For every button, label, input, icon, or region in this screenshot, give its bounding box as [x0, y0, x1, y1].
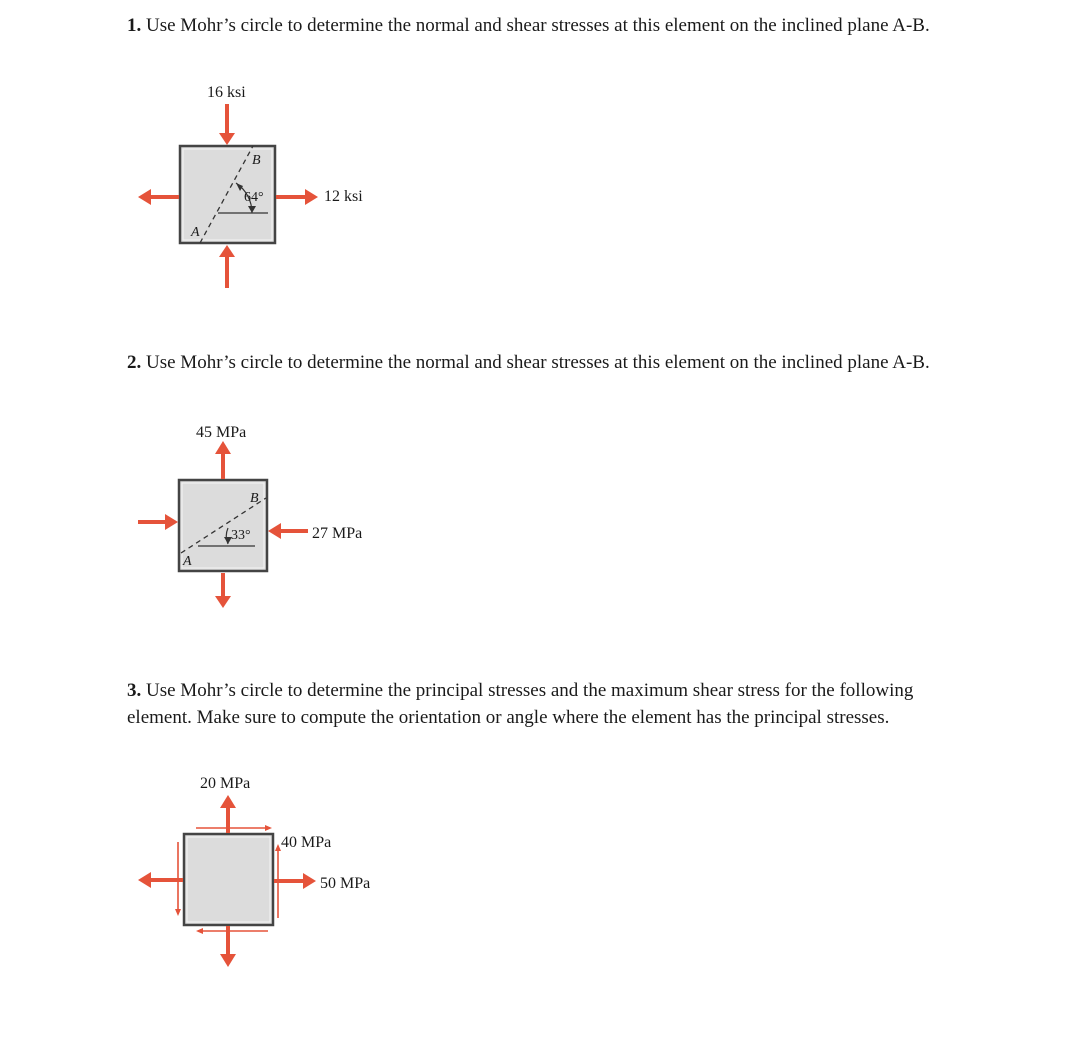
problem-1-text: Use Mohr’s circle to determine the normal and shear stresses at this element on the inclined plane A-B.: [146, 15, 930, 36]
point-b-label-2: B: [250, 491, 259, 506]
problem-3-number: 3.: [127, 680, 142, 701]
shear-load-label-3: 40 MPa: [281, 834, 332, 851]
horizontal-load-label-3: 50 MPa: [320, 875, 371, 892]
problem-1-number: 1.: [127, 15, 142, 36]
problem-3-text: Use Mohr’s circle to determine the principal stresses and the maximum shear stress for the following element. Make sure to compute the orientation or angle where the element has the principal stresses.: [127, 680, 914, 728]
problem-2-text: Use Mohr’s circle to determine the normal and shear stresses at this element on the inclined plane A-B.: [146, 352, 930, 373]
vertical-load-label-1: 16 ksi: [207, 84, 246, 101]
vertical-load-label-3: 20 MPa: [200, 775, 251, 792]
point-a-label-2: A: [183, 554, 192, 569]
problem-2-number: 2.: [127, 352, 142, 373]
point-b-label-1: B: [252, 153, 261, 168]
vertical-load-label-2: 45 MPa: [196, 424, 247, 441]
angle-label-2: 33°: [231, 528, 251, 543]
left-arrowhead: [138, 872, 151, 888]
right-arrowhead: [303, 873, 316, 889]
top-arrowhead: [220, 795, 236, 808]
point-a-label-1: A: [191, 225, 200, 240]
stress-element-3: [184, 834, 273, 925]
horizontal-load-label-2: 27 MPa: [312, 525, 363, 542]
bottom-arrowhead: [220, 954, 236, 967]
angle-label-1: 64°: [244, 190, 264, 205]
horizontal-load-label-1: 12 ksi: [324, 188, 363, 205]
